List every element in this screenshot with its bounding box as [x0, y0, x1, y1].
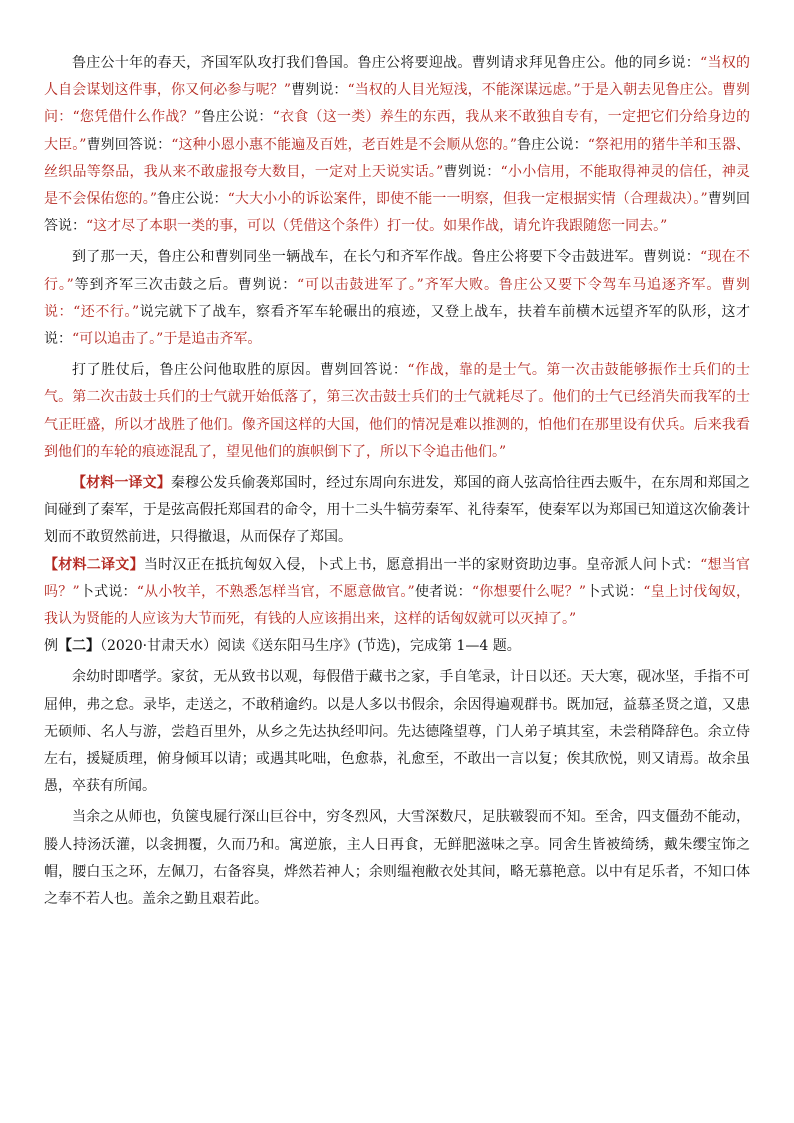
narration-text: 说完就下了战车，察看齐军车轮碾出的痕迹，又登上战车，扶着车前横木远望齐军的队形，这才说： [44, 303, 750, 348]
narration-text: 当时汉正在抵抗匈奴入侵，卜式上书，愿意捐出一半的家财资助边事。皇帝派人问卜式： [143, 556, 701, 573]
passage-paragraph-2: 当余之从师也，负箧曳屣行深山巨谷中，穷冬烈风，大雪深数尺，足肤皲裂而不知。至舍，四支僵劲不能动，媵人持汤沃灌，以衾拥覆，久而乃和。寓逆旅，主人日再食，无鲜肥滋味之享。同舍生皆被绮绣，戴朱缨宝饰之帽，腰白玉之环，左佩刀，右备容臭，烨然若神人；余则缊袍敝衣处其间，略无慕艳意。以中有足乐者，不知口体之奉不若人也。盖余之勤且艰若此。 [44, 809, 750, 908]
quote-text: “这才尽了本职一类的事，可以（凭借这个条件）打一仗。如果作战，请允许我跟随您一同去。” [86, 218, 668, 235]
quote-text: “现在不行。” [44, 249, 750, 293]
quote-text: “皇上讨伐匈奴，我认为贤能的人应该为大节而死，有钱的人应该捐出来，这样的话匈奴就可以灭掉了。” [44, 583, 750, 628]
material-label: 【材料一译文】 [72, 475, 171, 492]
quote-text: “从小牧羊，不熟悉怎样当官，不愿意做官。” [136, 583, 415, 600]
narration-text: 齐军大败。鲁庄公又要下令驾车马追逐齐军。曹刿说： [44, 276, 750, 320]
quote-text: “您凭借什么作战？” [72, 109, 202, 126]
narration-text: 曹刿回答说： [86, 136, 172, 153]
narration-text: 于是入朝去见鲁庄公。曹刿问： [44, 82, 751, 126]
narration-text: 曹刿回答说： [44, 191, 751, 235]
quote-text: “衣食（这一类）养生的东西，我从来不敢独自专有，一定把它们分给身边的大臣。” [44, 109, 751, 153]
quote-text: “当权的人自会谋划这件事，你又何必参与呢？” [44, 55, 750, 99]
quote-text: “这种小恩小惠不能遍及百姓，老百姓是不会顺从您的。” [171, 136, 518, 153]
narration-text: 鲁庄公说： [157, 191, 228, 208]
material-one-translation [44, 470, 750, 552]
quote-text: “可以击鼓进军了。” [297, 276, 424, 293]
example-instruction: （2020·甘肃天水）阅读《送东阳马生序》(节选)，完成第 1—4 题。 [100, 638, 521, 655]
translation-paragraph-3 [44, 357, 750, 466]
example-prefix: 例 [44, 638, 58, 655]
narration-text: 鲁庄公说： [517, 136, 588, 153]
material-two-translation [44, 552, 750, 634]
material-text: 秦穆公发兵偷袭郑国时，经过东周向东进发，郑国的商人弦高恰往西去贩牛，在东周和郑国之间碰到了秦军，于是弦高假托郑国君的命令，用十二头牛犒劳秦军、礼待秦军，使秦军以为郑国已知道这次偷袭计划而不敢贸然前进，只得撤退，从而保存了郑国。 [44, 475, 751, 546]
narration-text: 卜式说： [586, 583, 644, 600]
translation-paragraph-2 [44, 244, 750, 353]
narration-text: 打了胜仗后，鲁庄公问他取胜的原因。曹刿回答说： [72, 362, 408, 379]
document-page [44, 50, 750, 913]
translation-paragraph-1 [44, 50, 750, 240]
narration-text: 卜式说： [79, 583, 137, 600]
narration-text: 曹刿说： [291, 82, 348, 99]
quote-text: “大大小小的诉讼案件，即使不能一一明察，但我一定根据实情（合理裁决）。” [227, 191, 708, 208]
narration-text: 鲁庄公说： [201, 109, 273, 126]
narration-text: 于是追击齐军。 [163, 331, 262, 348]
quote-text: “可以追击了。” [72, 331, 164, 348]
narration-text: 使者说： [414, 583, 472, 600]
quote-text: “小小信用，不能取得神灵的信任，神灵是不会保佑您的。” [44, 163, 751, 208]
quote-text: “想当官吗？” [44, 556, 751, 600]
example-number: 【二】 [58, 638, 100, 655]
quote-text: “祭祀用的猪牛羊和玉器、丝织品等祭品，我从来不敢虚报夸大数目，一定对上天说实话。” [44, 136, 750, 180]
narration-text: 等到齐军三次击鼓之后。曹刿说： [73, 276, 298, 293]
quote-text: “当权的人目光短浅，不能深谋远虑。” [347, 82, 581, 99]
material-label: 【材料二译文】 [44, 556, 144, 573]
narration-text: 到了那一天，鲁庄公和曹刿同坐一辆战车，在长勺和齐军作战。鲁庄公将要下令击鼓进军。曹刿说： [72, 249, 701, 266]
quote-text: “作战，靠的是士气。第一次击鼓能够振作士兵们的士气。第二次击鼓士兵们的士气就开始低落了，第三次击鼓士兵们的士气就耗尽了。他们的士气已经消失而我军的士气正旺盛，所以才战胜了他们。像齐国这样的大国，他们的情况是难以推测的，怕他们在那里设有伏兵。后来我看到他们的车轮的痕迹混乱了，望见他们的旗帜倒下了，所以下令追击他们。” [44, 362, 750, 460]
passage-paragraph-1: 余幼时即嗜学。家贫，无从致书以观，每假借于藏书之家，手自笔录，计日以还。天大寒，砚冰坚，手指不可屈伸，弗之怠。录毕，走送之，不敢稍逾约。以是人多以书假余，余因得遍观群书。既加冠，益慕圣贤之道，又患无硕师、名人与游，尝趋百里外，从乡之先达执经叩问。先达德隆望尊，门人弟子填其室，未尝稍降辞色。余立侍左右，援疑质理，俯身倾耳以请；或遇其叱咄，色愈恭，礼愈至，不敢出一言以复；俟其欣悦，则又请焉。故余虽愚，卒获有所闻。 [44, 669, 750, 795]
quote-text: “还不行。” [73, 303, 140, 320]
narration-text: 曹刿说： [443, 163, 501, 180]
narration-text: 鲁庄公十年的春天，齐国军队攻打我们鲁国。鲁庄公将要迎战。曹刿请求拜见鲁庄公。他的同乡说： [72, 55, 701, 71]
quote-text: “你想要什么呢？” [471, 583, 587, 600]
example-heading [44, 633, 750, 660]
